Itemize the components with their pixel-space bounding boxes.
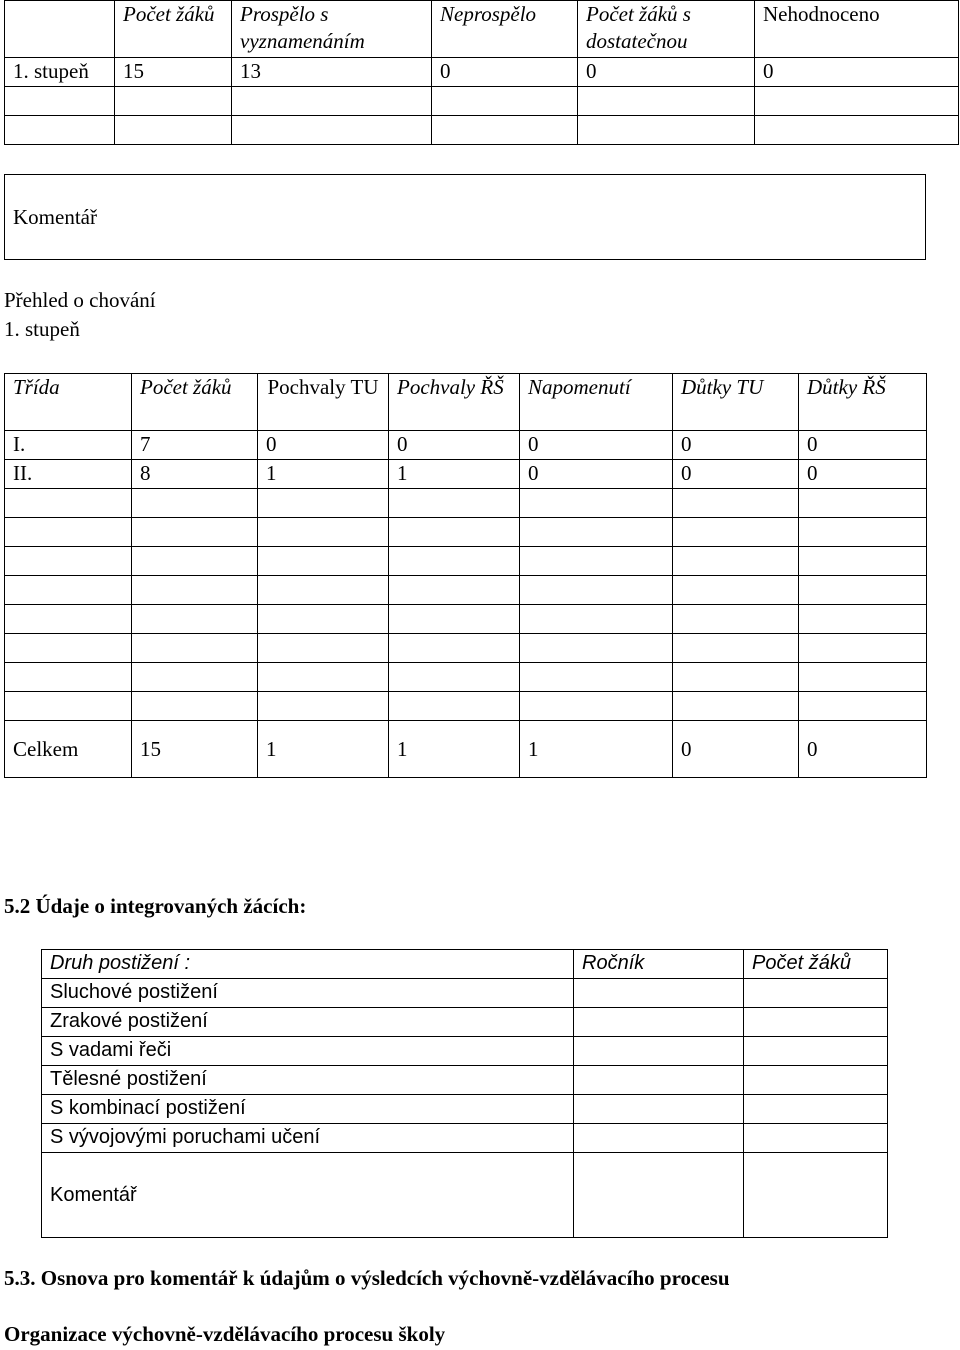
- behavior-cell: [5, 663, 132, 692]
- behavior-cell: [258, 547, 389, 576]
- behavior-cell: [5, 634, 132, 663]
- behavior-header-pochvaly-tu: Pochvaly TU: [258, 374, 389, 431]
- behavior-cell: [520, 692, 673, 721]
- behavior-title: Přehled o chování: [4, 288, 156, 312]
- behavior-cell: [673, 576, 799, 605]
- behavior-cell: [258, 518, 389, 547]
- behavior-cell: [5, 489, 132, 518]
- results-cell: 13: [232, 58, 432, 87]
- integrated-cell: [574, 1066, 744, 1095]
- behavior-total-cell: Celkem: [5, 721, 132, 778]
- behavior-cell: [799, 692, 927, 721]
- behavior-header-dutky-rs: Důtky ŘŠ: [799, 374, 927, 431]
- integrated-row-label: Tělesné postižení: [42, 1066, 574, 1095]
- results-cell: [432, 87, 578, 116]
- behavior-cell: [5, 547, 132, 576]
- behavior-cell: [132, 489, 258, 518]
- results-cell: 0: [432, 58, 578, 87]
- behavior-cell: [258, 489, 389, 518]
- integrated-cell: [744, 1066, 888, 1095]
- behavior-cell: [673, 663, 799, 692]
- results-header-nehodnoceno: Nehodnoceno: [755, 1, 959, 58]
- behavior-cell: [5, 605, 132, 634]
- behavior-cell: 0: [389, 431, 520, 460]
- behavior-cell: [673, 692, 799, 721]
- integrated-cell: [574, 979, 744, 1008]
- behavior-cell: [389, 634, 520, 663]
- behavior-cell: [673, 634, 799, 663]
- results-cell: [578, 116, 755, 145]
- behavior-total-cell: 0: [799, 721, 927, 778]
- results-header-dostatecnou: Počet žáků s dostatečnou: [578, 1, 755, 58]
- behavior-cell: [389, 489, 520, 518]
- results-cell: [578, 87, 755, 116]
- results-header-empty: [5, 1, 115, 58]
- results-cell: [755, 116, 959, 145]
- results-table: [4, 0, 959, 145]
- behavior-total-cell: 0: [673, 721, 799, 778]
- integrated-table: [41, 949, 888, 1238]
- behavior-cell: 0: [673, 460, 799, 489]
- integrated-cell: [744, 1124, 888, 1153]
- behavior-header-dutky-tu: Důtky TU: [673, 374, 799, 431]
- integrated-cell: [744, 979, 888, 1008]
- behavior-cell: [520, 576, 673, 605]
- behavior-cell: [389, 605, 520, 634]
- behavior-cell: 0: [520, 460, 673, 489]
- integrated-comment-cell: [574, 1153, 744, 1238]
- behavior-cell: [520, 634, 673, 663]
- integrated-comment-label: Komentář: [42, 1153, 574, 1238]
- behavior-cell: [799, 576, 927, 605]
- behavior-cell: [520, 663, 673, 692]
- behavior-cell: [132, 605, 258, 634]
- behavior-cell: 0: [799, 460, 927, 489]
- behavior-cell: [5, 692, 132, 721]
- behavior-cell: [258, 663, 389, 692]
- behavior-header-pochvaly-rs: Pochvaly ŘŠ: [389, 374, 520, 431]
- behavior-cell: [799, 634, 927, 663]
- behavior-cell: [389, 518, 520, 547]
- integrated-header-rocnik: Ročník: [574, 950, 744, 979]
- behavior-cell: [258, 692, 389, 721]
- behavior-cell: [799, 663, 927, 692]
- behavior-cell: [799, 547, 927, 576]
- behavior-header-trida: Třída: [5, 374, 132, 431]
- results-cell: [232, 116, 432, 145]
- behavior-cell: [520, 547, 673, 576]
- section-org-heading: Organizace výchovně-vzdělávacího procesu školy: [4, 1322, 446, 1346]
- results-cell: 1. stupeň: [5, 58, 115, 87]
- results-header-vyznamenani: Prospělo s vyznamenáním: [232, 1, 432, 58]
- behavior-cell: 1: [258, 460, 389, 489]
- comment-label-1: Komentář: [5, 175, 926, 260]
- behavior-cell: [132, 692, 258, 721]
- behavior-cell: [673, 518, 799, 547]
- integrated-cell: [744, 1037, 888, 1066]
- behavior-cell: [520, 605, 673, 634]
- behavior-cell: [258, 605, 389, 634]
- behavior-cell: [132, 547, 258, 576]
- behavior-cell: II.: [5, 460, 132, 489]
- behavior-cell: 0: [520, 431, 673, 460]
- behavior-table: [4, 373, 927, 778]
- integrated-row-label: S kombinací postižení: [42, 1095, 574, 1124]
- behavior-header-napomenuti: Napomenutí: [520, 374, 673, 431]
- integrated-cell: [744, 1095, 888, 1124]
- behavior-cell: 7: [132, 431, 258, 460]
- behavior-cell: I.: [5, 431, 132, 460]
- behavior-cell: [673, 605, 799, 634]
- integrated-cell: [574, 1095, 744, 1124]
- results-cell: [115, 87, 232, 116]
- integrated-row-label: S vadami řeči: [42, 1037, 574, 1066]
- behavior-cell: [389, 663, 520, 692]
- results-header-neprospelo: Neprospělo: [432, 1, 578, 58]
- behavior-cell: [673, 489, 799, 518]
- behavior-cell: [132, 663, 258, 692]
- behavior-cell: [389, 576, 520, 605]
- behavior-cell: [799, 489, 927, 518]
- integrated-header-pocet: Počet žáků: [744, 950, 888, 979]
- behavior-subtitle: 1. stupeň: [4, 317, 80, 341]
- integrated-cell: [574, 1037, 744, 1066]
- integrated-cell: [574, 1008, 744, 1037]
- behavior-cell: [520, 518, 673, 547]
- integrated-row-label: Zrakové postižení: [42, 1008, 574, 1037]
- integrated-header-druh: Druh postižení :: [42, 950, 574, 979]
- results-cell: 0: [578, 58, 755, 87]
- results-cell: [232, 87, 432, 116]
- behavior-cell: [520, 489, 673, 518]
- behavior-cell: 0: [799, 431, 927, 460]
- section-53-heading: 5.3. Osnova pro komentář k údajům o výsledcích výchovně-vzdělávacího procesu: [4, 1266, 730, 1290]
- integrated-cell: [744, 1008, 888, 1037]
- behavior-cell: [132, 576, 258, 605]
- results-cell: [5, 87, 115, 116]
- integrated-row-label: Sluchové postižení: [42, 979, 574, 1008]
- behavior-cell: 1: [389, 460, 520, 489]
- behavior-total-cell: 1: [520, 721, 673, 778]
- behavior-cell: [5, 518, 132, 547]
- behavior-cell: 0: [673, 431, 799, 460]
- results-cell: 0: [755, 58, 959, 87]
- behavior-total-cell: 1: [389, 721, 520, 778]
- integrated-heading: 5.2 Údaje o integrovaných žácích:: [4, 894, 307, 918]
- behavior-cell: [132, 518, 258, 547]
- integrated-cell: [574, 1124, 744, 1153]
- behavior-cell: [132, 634, 258, 663]
- comment-box-1: [4, 174, 926, 260]
- results-cell: [432, 116, 578, 145]
- behavior-header-pocet: Počet žáků: [132, 374, 258, 431]
- behavior-cell: 0: [258, 431, 389, 460]
- integrated-comment-cell: [744, 1153, 888, 1238]
- behavior-cell: [799, 605, 927, 634]
- behavior-total-cell: 15: [132, 721, 258, 778]
- behavior-cell: [5, 576, 132, 605]
- integrated-row-label: S vývojovými poruchami učení: [42, 1124, 574, 1153]
- behavior-cell: [799, 518, 927, 547]
- results-cell: [755, 87, 959, 116]
- results-cell: 15: [115, 58, 232, 87]
- behavior-total-cell: 1: [258, 721, 389, 778]
- results-header-pocet: Počet žáků: [115, 1, 232, 58]
- results-cell: [5, 116, 115, 145]
- behavior-cell: [258, 576, 389, 605]
- behavior-cell: [673, 547, 799, 576]
- results-cell: [115, 116, 232, 145]
- behavior-cell: [389, 547, 520, 576]
- behavior-cell: [258, 634, 389, 663]
- behavior-cell: 8: [132, 460, 258, 489]
- behavior-cell: [389, 692, 520, 721]
